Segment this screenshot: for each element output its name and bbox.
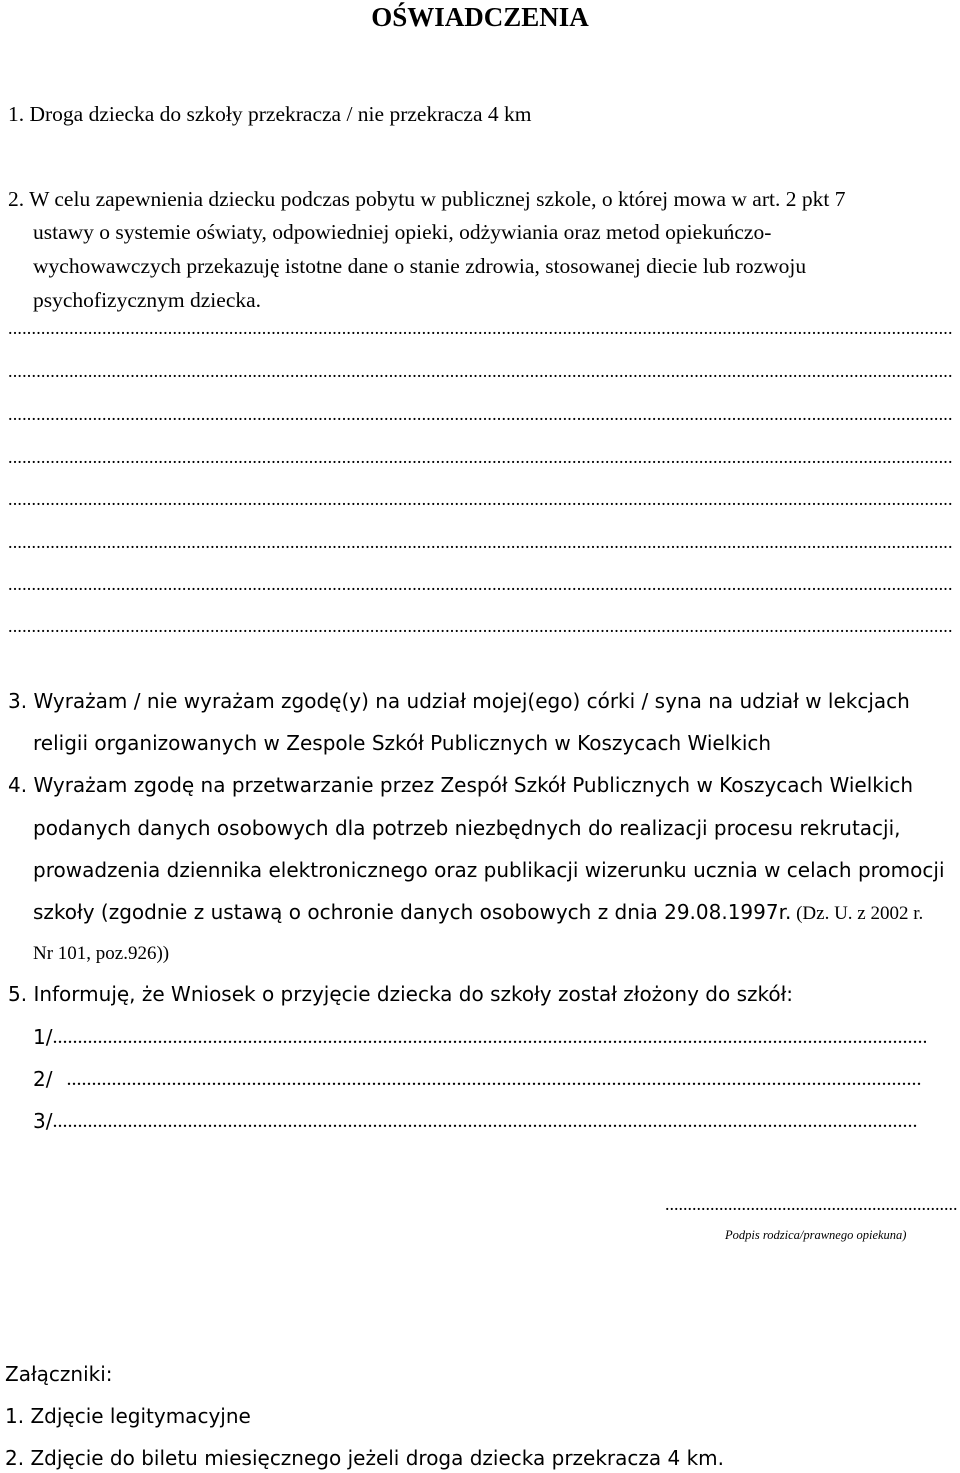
dotted-line xyxy=(8,574,953,594)
statement-4-line-4 xyxy=(33,899,923,927)
statement-2-line-2: ustawy o systemie oświaty, odpowiedniej opieki, odżywiania oraz metod opiekuńczo- xyxy=(33,220,772,244)
statement-2-line-1: 2. W celu zapewnienia dziecku podczas pobytu w publicznej szkole, o której mowa w art. 2 pkt 7 xyxy=(8,187,846,211)
statement-4-line-4-main: szkoły (zgodnie z ustawą o ochronie danych osobowych z dnia 29.08.1997r. xyxy=(33,900,792,924)
attachment-item: 1. Zdjęcie legitymacyjne xyxy=(5,1404,251,1428)
school-3-label: 3/ xyxy=(33,1109,53,1133)
dotted-line xyxy=(8,532,953,552)
statement-4-line-3: prowadzenia dziennika elektronicznego oraz publikacji wizerunku ucznia w celach promocji xyxy=(33,858,945,882)
statement-1: 1. Droga dziecka do szkoły przekracza / nie przekracza 4 km xyxy=(8,102,532,126)
dotted-line xyxy=(8,616,953,636)
school-2-row[interactable] xyxy=(33,1066,922,1092)
statement-4-line-5: Nr 101, poz.926)) xyxy=(33,943,170,964)
statement-2-line-3: wychowawczych przekazuję istotne dane o stanie zdrowia, stosowanej diecie lub rozwoju xyxy=(33,254,807,278)
statement-2-line-4: psychofizycznym dziecka. xyxy=(33,288,262,312)
school-1-dotted-field xyxy=(52,1024,926,1050)
dotted-line xyxy=(8,361,953,381)
attachments-heading: Załączniki: xyxy=(5,1362,113,1386)
statement-3-line-1: 3. Wyrażam / nie wyrażam zgodę(y) na udział mojej(ego) córki / syna na udział w lekcjach xyxy=(8,689,910,713)
statement-4-line-2: podanych danych osobowych dla potrzeb niezbędnych do realizacji procesu rekrutacji, xyxy=(33,816,901,840)
statement-5: 5. Informuję, że Wniosek o przyjęcie dziecka do szkoły został złożony do szkół: xyxy=(8,982,794,1006)
page-title: OŚWIADCZENIA xyxy=(371,2,589,32)
attachment-item: 2. Zdjęcie do biletu miesięcznego jeżeli droga dziecka przekracza 4 km. xyxy=(5,1446,725,1470)
dotted-line xyxy=(8,404,953,424)
statement-3-line-2: religii organizowanych w Zespole Szkół Publicznych w Koszycach Wielkich xyxy=(33,731,772,755)
school-2-label: 2/ xyxy=(33,1067,53,1091)
dotted-line xyxy=(8,447,953,467)
statement-4-line-4-tail: (Dz. U. z 2002 r. xyxy=(791,903,924,924)
school-3-dotted-field xyxy=(52,1108,918,1134)
statement-4-line-1: 4. Wyrażam zgodę na przetwarzanie przez Zespół Szkół Publicznych w Koszycach Wielkich xyxy=(8,773,914,797)
dotted-line xyxy=(8,489,953,509)
signature-caption: Podpis rodzica/prawnego opiekuna) xyxy=(725,1228,907,1242)
dotted-line xyxy=(8,318,953,338)
school-1-row[interactable] xyxy=(33,1024,926,1050)
school-2-dotted-field xyxy=(66,1066,922,1092)
school-3-row[interactable] xyxy=(33,1108,918,1134)
signature-line[interactable] xyxy=(665,1194,957,1214)
school-1-label: 1/ xyxy=(33,1025,53,1049)
